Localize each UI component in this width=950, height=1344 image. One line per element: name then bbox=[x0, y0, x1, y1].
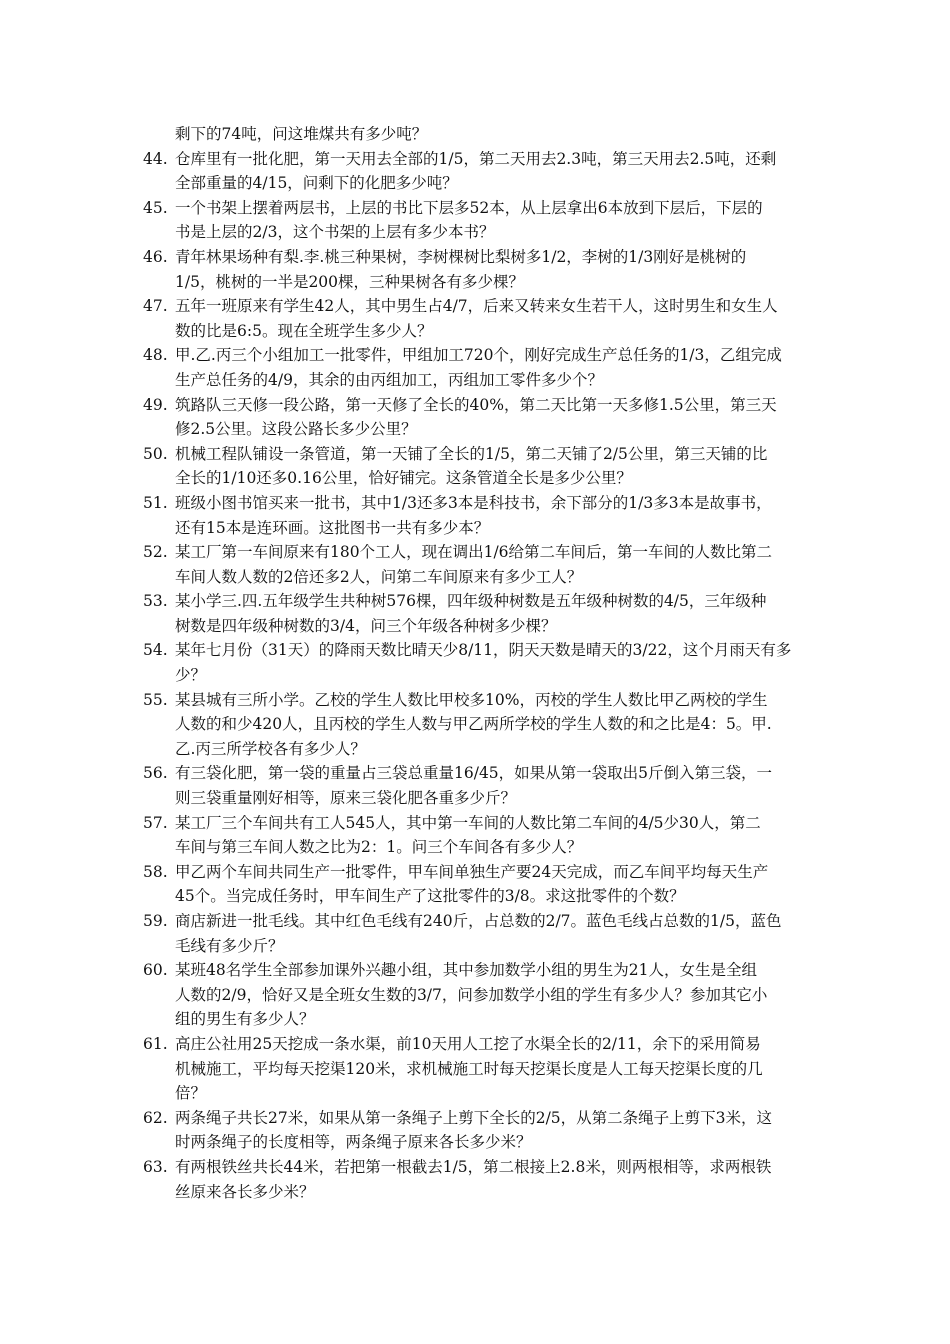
problem-text bbox=[175, 1155, 823, 1204]
problem-text bbox=[175, 638, 823, 687]
problem-number: 44. bbox=[143, 149, 168, 168]
problem-text bbox=[175, 442, 823, 491]
problem-number: 57. bbox=[143, 813, 168, 832]
problem-line: 某工厂三个车间共有工人545人，其中第一车间的人数比第二车间的4/5少30人，第二 bbox=[175, 813, 761, 832]
problem-line: 生产总任务的4/9，其余的由丙组加工，丙组加工零件多少个？ bbox=[175, 370, 603, 389]
problem-number: 45. bbox=[143, 198, 168, 217]
problem-item bbox=[143, 245, 823, 294]
problem-text bbox=[175, 761, 823, 810]
problem-line: 某班48名学生全部参加课外兴趣小组，其中参加数学小组的男生为21人，女生是全组 bbox=[175, 961, 757, 980]
problem-line: 树数是四年级种树数的3/4，问三个年级各种树多少棵？ bbox=[175, 616, 557, 635]
problem-text bbox=[175, 147, 823, 196]
problem-number: 60. bbox=[143, 961, 168, 980]
problem-line: 车间人数人数的2倍还多2人，问第二车间原来有多少工人？ bbox=[175, 567, 583, 586]
problem-line: 某年七月份（31天）的降雨天数比晴天少8/11，阴天天数是晴天的3/22，这个月雨天有多 bbox=[175, 641, 792, 660]
problem-line: 1/5，桃树的一半是200棵，三种果树各有多少棵？ bbox=[175, 272, 525, 291]
problem-number: 46. bbox=[143, 247, 168, 266]
problem-line: 有两根铁丝共长44米，若把第一根截去1/5，第二根接上2.8米，则两根相等，求两根铁 bbox=[175, 1157, 772, 1176]
problem-number: 49. bbox=[143, 395, 168, 414]
problem-line: 筑路队三天修一段公路，第一天修了全长的40%，第二天比第一天多修1.5公里，第三天 bbox=[175, 395, 777, 414]
problem-item bbox=[143, 909, 823, 958]
problem-line: 车间与第三车间人数之比为2：1。问三个车间各有多少人？ bbox=[175, 838, 583, 857]
problem-item bbox=[143, 638, 823, 687]
problems-container bbox=[143, 147, 823, 1205]
problem-line: 机械工程队铺设一条管道，第一天铺了全长的1/5，第二天铺了2/5公里，第三天铺的比 bbox=[175, 444, 768, 463]
problem-line: 青年林果场种有梨.李.桃三种果树，李树棵树比梨树多1/2，李树的1/3刚好是桃树的 bbox=[175, 247, 747, 266]
problem-text bbox=[175, 811, 823, 860]
problem-line: 高庄公社用25天挖成一条水渠，前10天用人工挖了水渠全长的2/11，余下的采用简易 bbox=[175, 1034, 761, 1053]
problem-text bbox=[175, 1106, 823, 1155]
problem-item bbox=[143, 442, 823, 491]
problem-text bbox=[175, 491, 823, 540]
problem-number: 53. bbox=[143, 592, 168, 611]
problem-item bbox=[143, 761, 823, 810]
problem-line: 还有15本是连环画。这批图书一共有多少本？ bbox=[175, 518, 490, 537]
problem-text bbox=[175, 393, 823, 442]
problem-text bbox=[175, 294, 823, 343]
problem-number: 47. bbox=[143, 297, 168, 316]
problem-line: 机械施工，平均每天挖渠120米，求机械施工时每天挖渠长度是人工每天挖渠长度的几 bbox=[175, 1059, 763, 1078]
continuation-text bbox=[143, 122, 823, 147]
problem-number: 61. bbox=[143, 1034, 168, 1053]
problem-item bbox=[143, 294, 823, 343]
problem-number: 52. bbox=[143, 543, 168, 562]
problem-line: 数的比是6:5。现在全班学生多少人？ bbox=[175, 321, 433, 340]
problem-line: 丝原来各长多少米？ bbox=[175, 1182, 315, 1201]
problem-item bbox=[143, 196, 823, 245]
continuation-line: 剩下的74吨，问这堆煤共有多少吨？ bbox=[175, 125, 428, 143]
problem-item bbox=[143, 860, 823, 909]
problem-line: 甲.乙.丙三个小组加工一批零件，甲组加工720个，刚好完成生产总任务的1/3，乙组完成 bbox=[175, 346, 782, 365]
problem-line: 甲乙两个车间共同生产一批零件，甲车间单独生产要24天完成，而乙车间平均每天生产 bbox=[175, 862, 769, 881]
problem-item bbox=[143, 958, 823, 1032]
problem-number: 55. bbox=[143, 690, 168, 709]
problem-line: 时两条绳子的长度相等，两条绳子原来各长多少米？ bbox=[175, 1133, 532, 1152]
problem-line: 45个。当完成任务时，甲车间生产了这批零件的3/8。求这批零件的个数？ bbox=[175, 887, 685, 906]
problem-list bbox=[143, 122, 823, 1204]
problem-text bbox=[175, 540, 823, 589]
problem-number: 58. bbox=[143, 862, 168, 881]
problem-number: 48. bbox=[143, 346, 168, 365]
problem-line: 修2.5公里。这段公路长多少公里？ bbox=[175, 420, 417, 439]
problem-line: 则三袋重量刚好相等，原来三袋化肥各重多少斤？ bbox=[175, 789, 517, 808]
problem-text bbox=[175, 688, 823, 762]
problem-line: 两条绳子共长27米，如果从第一条绳子上剪下全长的2/5，从第二条绳子上剪下3米，这 bbox=[175, 1108, 773, 1127]
problem-line: 某小学三.四.五年级学生共种树576棵，四年级种树数是五年级种树数的4/5，三年级种 bbox=[175, 592, 767, 611]
problem-text bbox=[175, 860, 823, 909]
problem-item bbox=[143, 1032, 823, 1106]
problem-line: 乙.丙三所学校各有多少人？ bbox=[175, 739, 366, 758]
problem-number: 62. bbox=[143, 1108, 168, 1127]
problem-number: 56. bbox=[143, 764, 168, 783]
problem-line: 一个书架上摆着两层书，上层的书比下层多52本，从上层拿出6本放到下层后，下层的 bbox=[175, 198, 763, 217]
problem-line: 人数的2/9，恰好又是全班女生数的3/7，问参加数学小组的学生有多少人？参加其它小 bbox=[175, 985, 768, 1004]
problem-line: 五年一班原来有学生42人，其中男生占4/7，后来又转来女生若干人，这时男生和女生人 bbox=[175, 297, 778, 316]
problem-line: 全部重量的4/15，问剩下的化肥多少吨？ bbox=[175, 174, 458, 193]
problem-line: 某工厂第一车间原来有180个工人，现在调出1/6给第二车间后，第一车间的人数比第二 bbox=[175, 543, 773, 562]
problem-line: 全长的1/10还多0.16公里，恰好铺完。这条管道全长是多少公里？ bbox=[175, 469, 632, 488]
problem-text bbox=[175, 958, 823, 1032]
problem-line: 有三袋化肥，第一袋的重量占三袋总重量16/45，如果从第一袋取出5斤倒入第三袋，一 bbox=[175, 764, 773, 783]
problem-line: 组的男生有多少人？ bbox=[175, 1010, 315, 1029]
problem-line: 人数的和少420人，且丙校的学生人数与甲乙两所学校的学生人数的和之比是4：5。甲. bbox=[175, 715, 772, 734]
problem-text bbox=[175, 589, 823, 638]
problem-line: 书是上层的2/3，这个书架的上层有多少本书？ bbox=[175, 223, 495, 242]
problem-text bbox=[175, 196, 823, 245]
problem-item bbox=[143, 1155, 823, 1204]
problem-item bbox=[143, 688, 823, 762]
problem-number: 63. bbox=[143, 1157, 168, 1176]
problem-number: 59. bbox=[143, 912, 168, 930]
problem-item bbox=[143, 343, 823, 392]
problem-item bbox=[143, 811, 823, 860]
problem-line: 班级小图书馆买来一批书，其中1/3还多3本是科技书，余下部分的1/3多3本是故事书， bbox=[175, 493, 772, 512]
problem-item bbox=[143, 1106, 823, 1155]
problem-text bbox=[175, 1032, 823, 1106]
problem-number: 51. bbox=[143, 493, 168, 512]
problem-text bbox=[175, 343, 823, 392]
problem-item bbox=[143, 491, 823, 540]
problem-text bbox=[175, 245, 823, 294]
problem-item bbox=[143, 540, 823, 589]
problem-item bbox=[143, 393, 823, 442]
problem-line: 毛线有多少斤？ bbox=[175, 936, 284, 955]
problem-line: 少？ bbox=[175, 666, 207, 685]
problem-line: 某县城有三所小学。乙校的学生人数比甲校多10%，丙校的学生人数比甲乙两校的学生 bbox=[175, 690, 768, 709]
problem-text bbox=[175, 909, 823, 958]
problem-item bbox=[143, 147, 823, 196]
problem-line: 倍？ bbox=[175, 1084, 207, 1103]
problem-line: 商店新进一批毛线。其中红色毛线有240斤，占总数的2/7。蓝色毛线占总数的1/5，蓝色 bbox=[175, 912, 782, 930]
problem-item bbox=[143, 589, 823, 638]
problem-number: 50. bbox=[143, 444, 168, 463]
problem-number: 54. bbox=[143, 641, 168, 660]
problem-line: 仓库里有一批化肥，第一天用去全部的1/5，第二天用去2.3吨，第三天用去2.5吨，还剩 bbox=[175, 149, 777, 168]
